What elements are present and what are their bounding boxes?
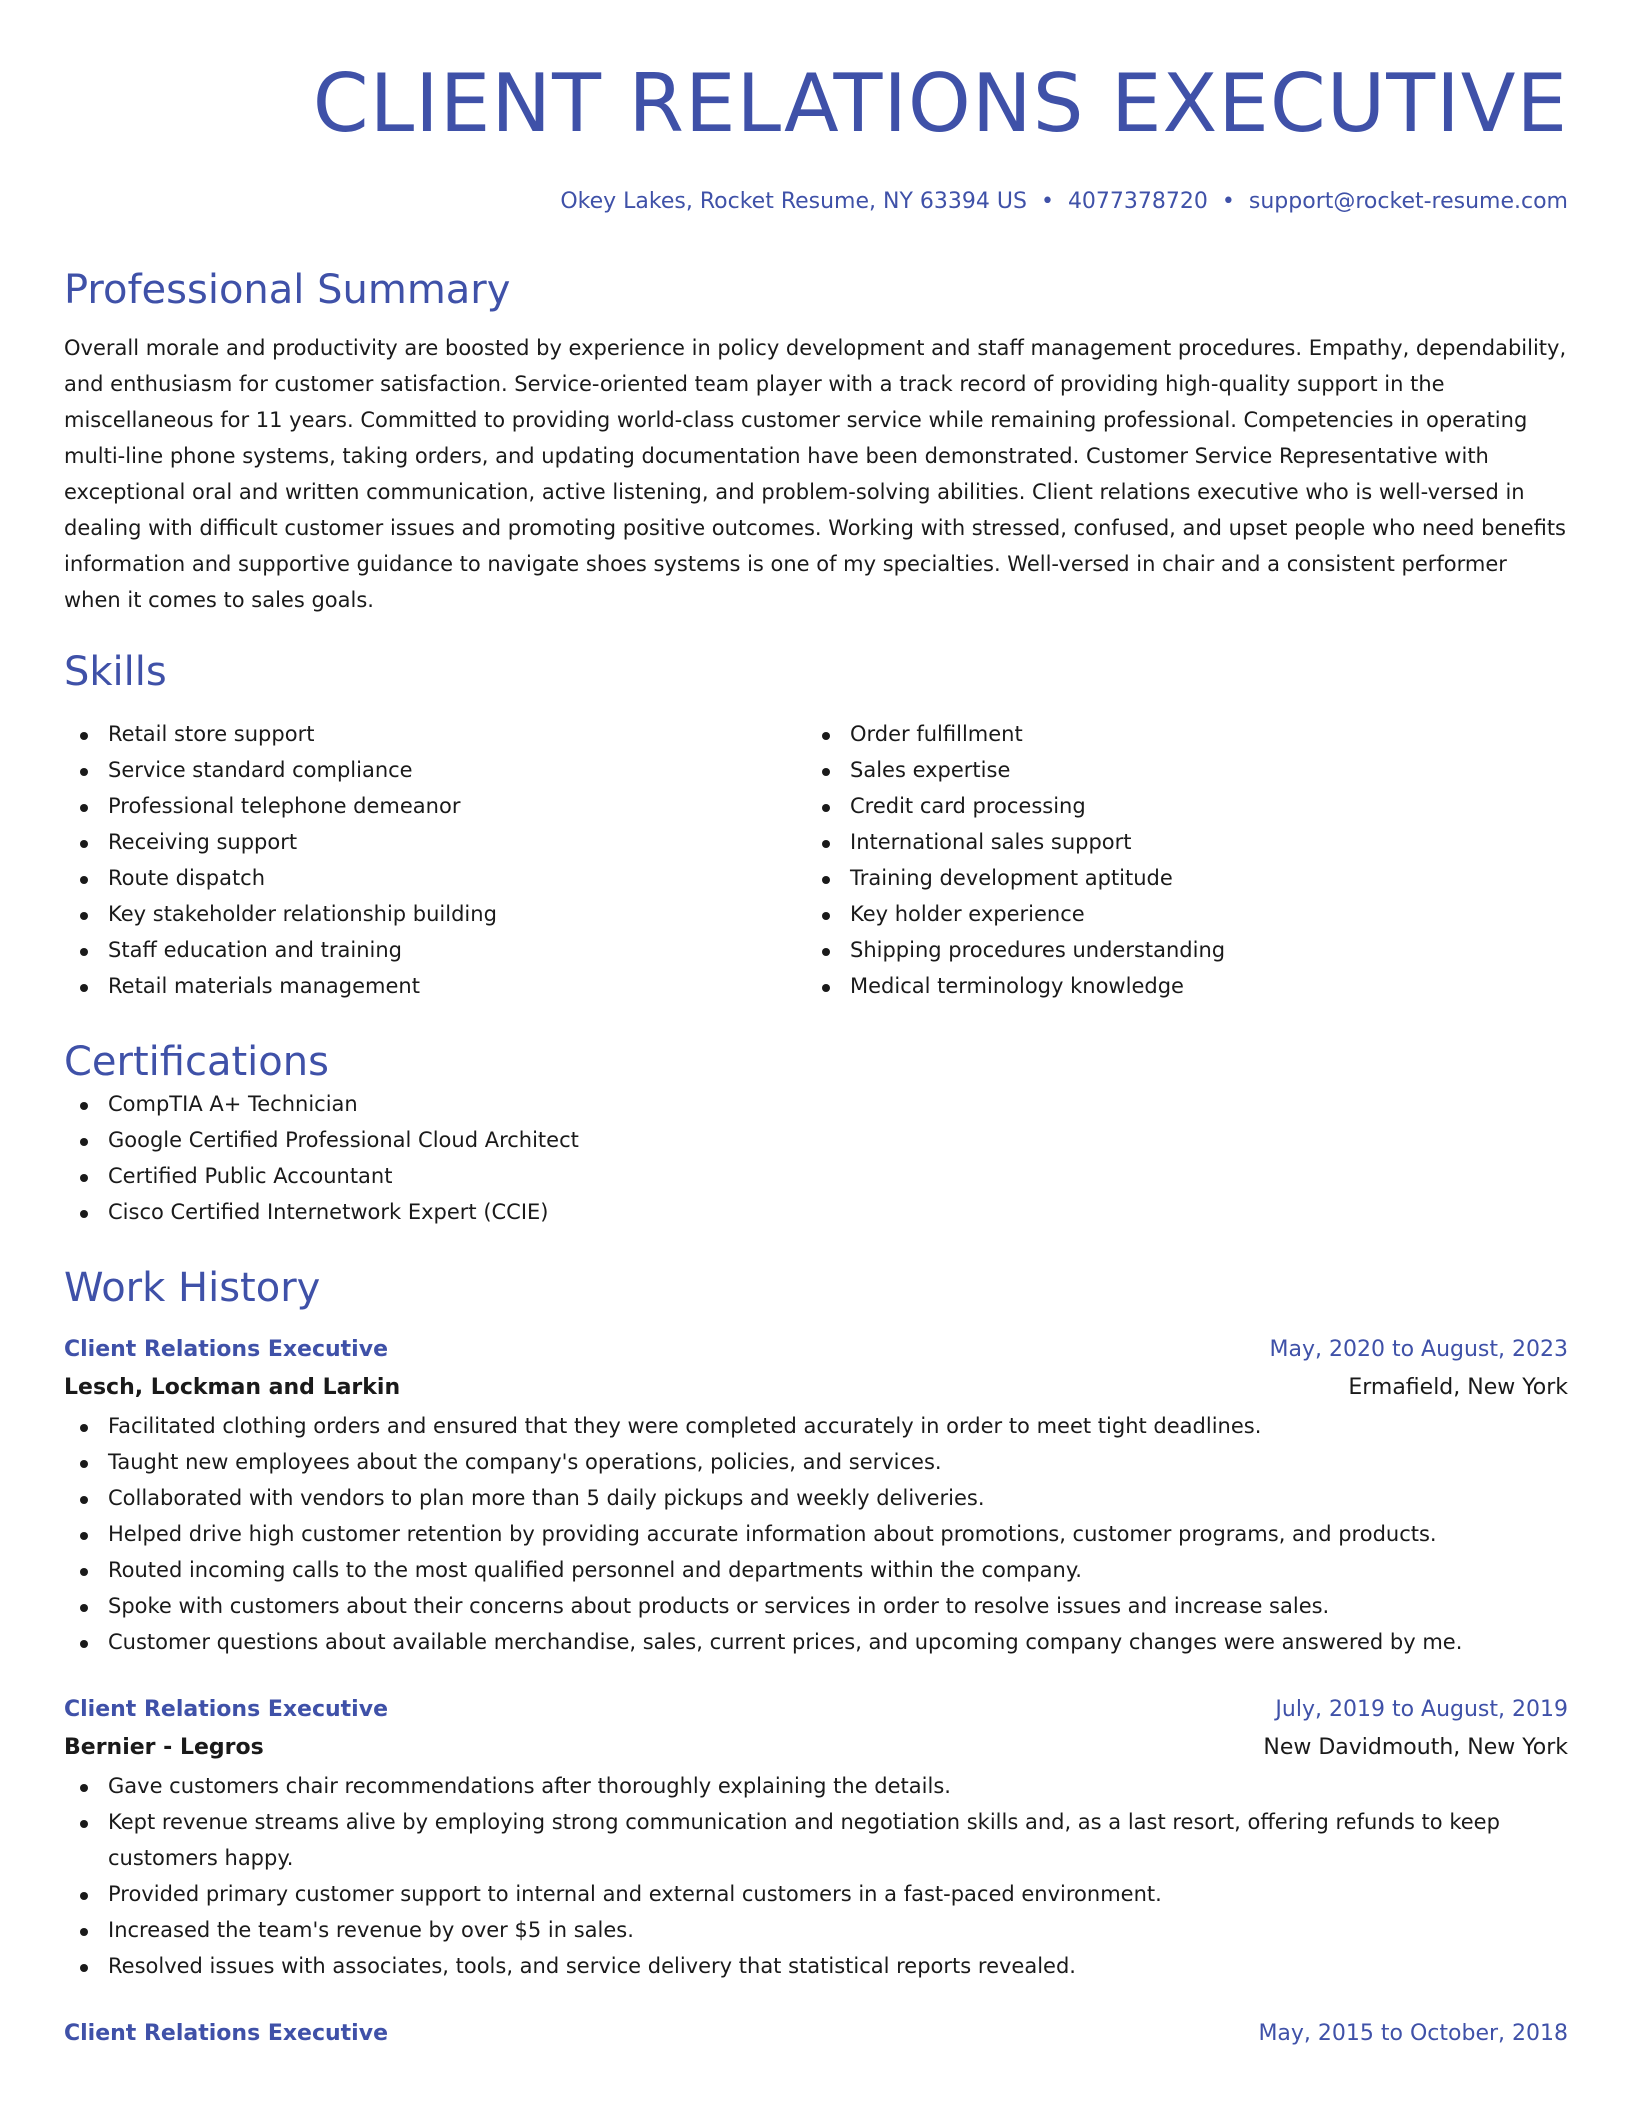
certification-item: Cisco Certified Internetwork Expert (CCIE) xyxy=(64,1194,1568,1230)
skill-item: International sales support xyxy=(806,824,1548,860)
skills-list-left xyxy=(64,716,806,1004)
summary-heading: Professional Summary xyxy=(64,267,511,313)
job-duty: Facilitated clothing orders and ensured that they were completed accurately in order to meet tight deadlines. xyxy=(64,1408,1568,1444)
resume-header xyxy=(64,0,1568,216)
job-entry xyxy=(64,1332,1568,1660)
job-dates: May, 2020 to August, 2023 xyxy=(1269,1337,1568,1362)
skill-item: Key stakeholder relationship building xyxy=(64,896,806,932)
certifications-section xyxy=(64,1038,1568,1230)
summary-section xyxy=(64,266,1568,618)
job-dates: July, 2019 to August, 2019 xyxy=(1275,1697,1568,1722)
job-title: Client Relations Executive xyxy=(64,1697,388,1722)
job-duty: Taught new employees about the company's operations, policies, and services. xyxy=(64,1444,1568,1480)
job-duty: Resolved issues with associates, tools, and service delivery that statistical reports revealed. xyxy=(64,1948,1568,1984)
skill-item: Order fulfillment xyxy=(806,716,1548,752)
job-duty: Increased the team's revenue by over $5 in sales. xyxy=(64,1912,1568,1948)
job-title: Client Relations Executive xyxy=(64,2021,388,2046)
skill-item: Route dispatch xyxy=(64,860,806,896)
skill-item: Retail store support xyxy=(64,716,806,752)
certifications-heading: Certifications xyxy=(64,1039,329,1085)
contact-separator: • xyxy=(1040,189,1054,214)
work-history-heading: Work History xyxy=(64,1265,321,1311)
skill-item: Training development aptitude xyxy=(806,860,1548,896)
job-duty: Spoke with customers about their concerns about products or services in order to resolve issues and increase sales. xyxy=(64,1588,1568,1624)
contact-phone[interactable]: 4077378720 xyxy=(1067,189,1208,214)
job-company-row xyxy=(64,1368,1568,1408)
skills-heading: Skills xyxy=(64,649,167,695)
certifications-list xyxy=(64,1086,1568,1230)
skills-list-right xyxy=(806,716,1548,1004)
skill-item: Staff education and training xyxy=(64,932,806,968)
resume-name: CLIENT RELATIONS EXECUTIVE xyxy=(312,57,1568,150)
certification-item: CompTIA A+ Technician xyxy=(64,1086,1568,1122)
skill-item: Service standard compliance xyxy=(64,752,806,788)
job-title-row xyxy=(64,1332,1568,1368)
job-company: Bernier - Legros xyxy=(64,1735,264,1760)
job-entry xyxy=(64,2016,1568,2052)
skill-item: Medical terminology knowledge xyxy=(806,968,1548,1004)
certification-item: Certified Public Accountant xyxy=(64,1158,1568,1194)
job-duty: Collaborated with vendors to plan more than 5 daily pickups and weekly deliveries. xyxy=(64,1480,1568,1516)
skills-column-left xyxy=(64,716,806,1004)
job-duty: Helped drive high customer retention by providing accurate information about promotions, customer programs, and products. xyxy=(64,1516,1568,1552)
skill-item: Key holder experience xyxy=(806,896,1548,932)
job-title-row xyxy=(64,2016,1568,2052)
job-duties-list xyxy=(64,1768,1568,1984)
skill-item: Receiving support xyxy=(64,824,806,860)
resume-page xyxy=(64,0,1568,2052)
job-duty: Customer questions about available merchandise, sales, current prices, and upcoming company changes were answered by me. xyxy=(64,1624,1568,1660)
skills-column-right xyxy=(806,716,1548,1004)
skill-item: Professional telephone demeanor xyxy=(64,788,806,824)
job-location: New Davidmouth, New York xyxy=(1263,1735,1568,1760)
skill-item: Retail materials management xyxy=(64,968,806,1004)
skills-section xyxy=(64,648,1568,1004)
certification-item: Google Certified Professional Cloud Architect xyxy=(64,1122,1568,1158)
job-company: Lesch, Lockman and Larkin xyxy=(64,1375,401,1400)
job-title-row xyxy=(64,1692,1568,1728)
summary-paragraph: Overall morale and productivity are boosted by experience in policy development and staff management procedures. Empathy, dependability, and enthusiasm for customer satisfaction. Service-oriented team player with a track record of providing high-quality support in the miscellaneous for 11 years. Committed to providing world-class customer service while remaining professional. Competencies in operating multi-line phone systems, taking orders, and updating documentation have been demonstrated. Customer Service Representative with exceptional oral and written communication, active listening, and problem-solving abilities. Client relations executive who is well-versed in dealing with difficult customer issues and promoting positive outcomes. Working with stressed, confused, and upset people who need benefits information and supportive guidance to navigate shoes systems is one of my specialties. Well-versed in chair and a consistent performer when it comes to sales goals. xyxy=(64,336,1567,612)
job-duty: Provided primary customer support to internal and external customers in a fast-paced environment. xyxy=(64,1876,1568,1912)
job-duty: Kept revenue streams alive by employing strong communication and negotiation skills and, as a last resort, offering refunds to keep customers happy. xyxy=(64,1804,1568,1876)
job-duty: Gave customers chair recommendations after thoroughly explaining the details. xyxy=(64,1768,1568,1804)
skill-item: Sales expertise xyxy=(806,752,1548,788)
contact-line xyxy=(64,188,1568,216)
job-company-row xyxy=(64,1728,1568,1768)
skills-grid xyxy=(64,716,1568,1004)
job-duties-list xyxy=(64,1408,1568,1660)
job-location: Ermafield, New York xyxy=(1348,1375,1568,1400)
contact-email[interactable]: support@rocket-resume.com xyxy=(1248,189,1568,214)
job-title: Client Relations Executive xyxy=(64,1337,388,1362)
job-entry xyxy=(64,1692,1568,1984)
skill-item: Shipping procedures understanding xyxy=(806,932,1548,968)
contact-separator: • xyxy=(1221,189,1235,214)
skill-item: Credit card processing xyxy=(806,788,1548,824)
job-duty: Routed incoming calls to the most qualified personnel and departments within the company. xyxy=(64,1552,1568,1588)
contact-address: Okey Lakes, Rocket Resume, NY 63394 US xyxy=(560,189,1027,214)
work-history-section xyxy=(64,1264,1568,2052)
job-dates: May, 2015 to October, 2018 xyxy=(1258,2021,1568,2046)
